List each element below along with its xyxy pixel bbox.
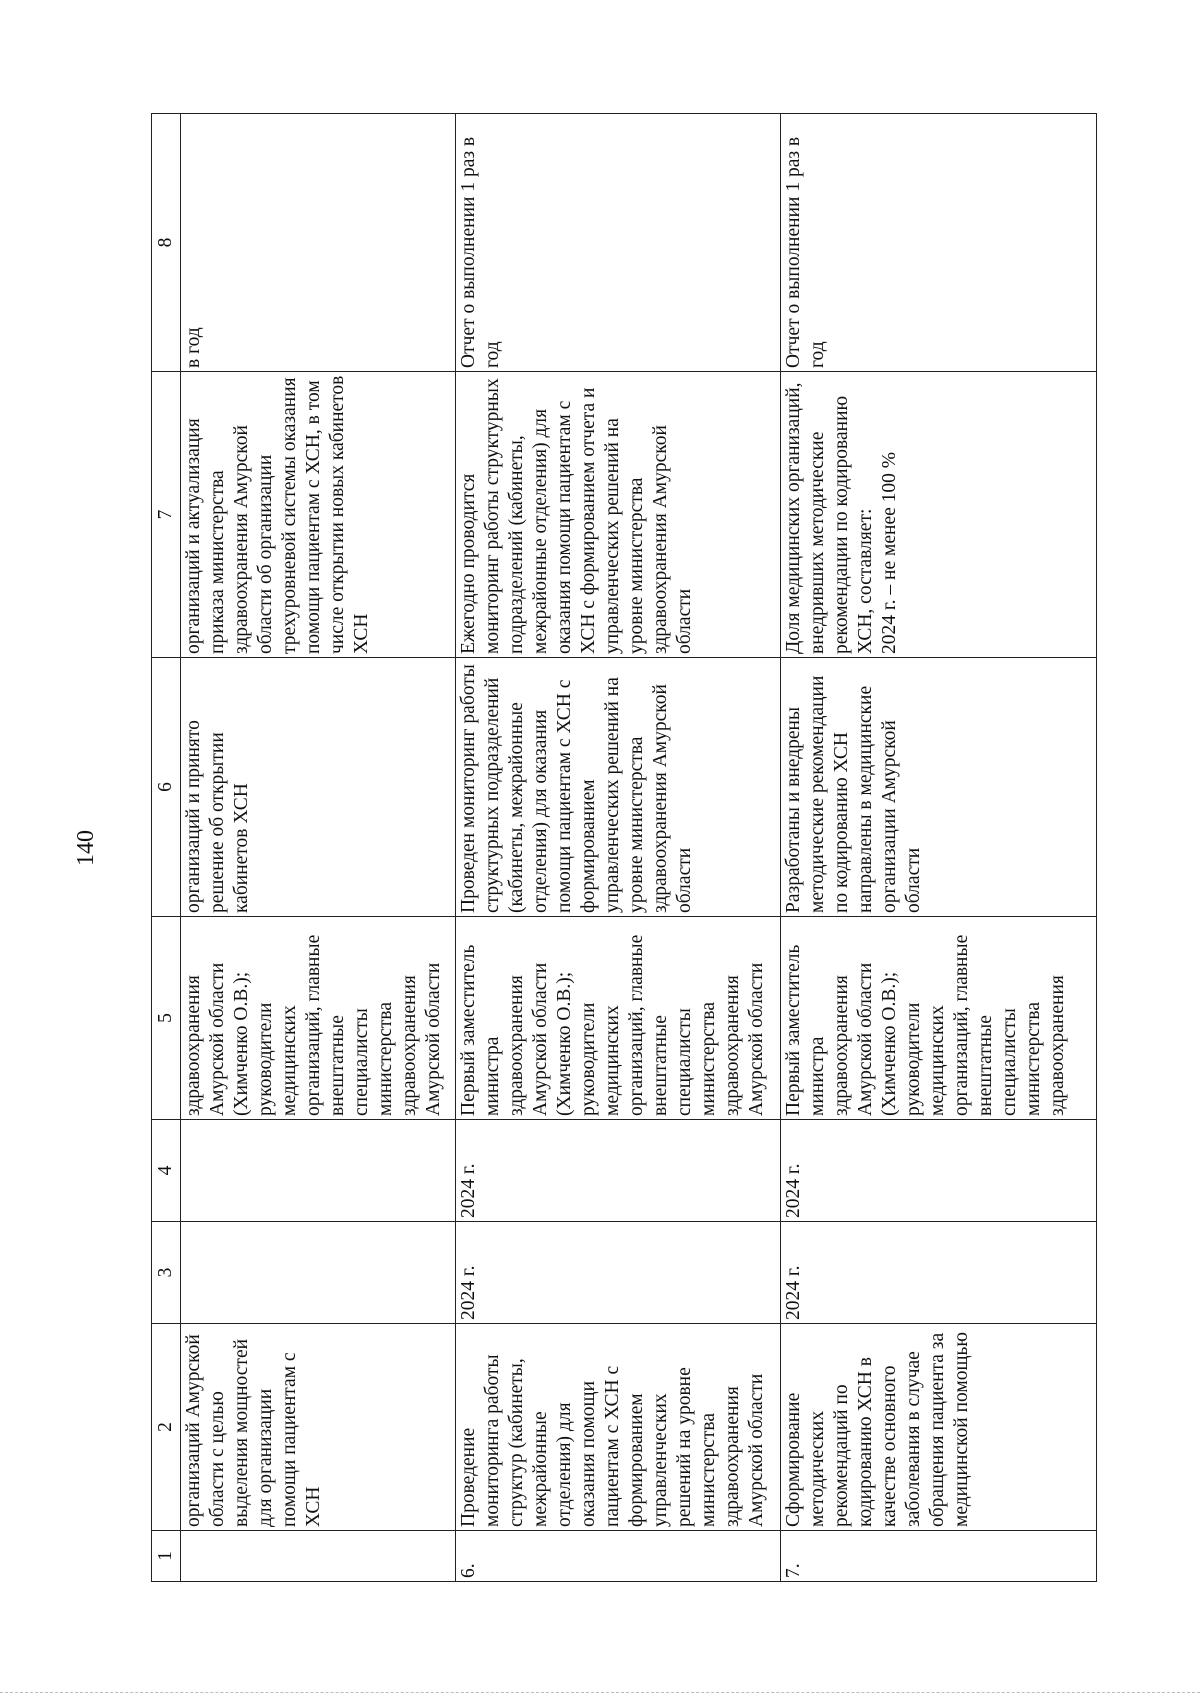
table-row — [780, 114, 1096, 1582]
end-date-cell: 2024 г. — [456, 1120, 781, 1222]
start-date-cell — [181, 1222, 456, 1324]
header-row — [152, 114, 181, 1582]
page-number: 140 — [73, 830, 99, 866]
activity-cell: Проведение мониторинга работы структур (кабинеты, межрайонные отделения) для оказания помощи пациентам с ХСН с формированием управленческих решений на уровне министерства здравоохранения Амурской области — [456, 1324, 781, 1531]
table-row — [181, 114, 456, 1582]
result-cell: Разработаны и внедрены методические рекомендации по кодированию ХСН направлены в медицинские организации Амурской области — [780, 658, 1096, 917]
responsible-cell: здравоохранения Амурской области (Химченко О.В.); руководители медицинских организаций, главные внештатные специалисты министерства здравоохранения Амурской области — [181, 917, 456, 1120]
start-date-cell: 2024 г. — [780, 1222, 1096, 1324]
end-date-cell: 2024 г. — [780, 1120, 1096, 1222]
row-number-cell: 6. — [456, 1531, 781, 1582]
column-header-7: 7 — [152, 372, 181, 658]
column-header-5: 5 — [152, 917, 181, 1120]
indicator-cell: Доля медицинских организаций, внедривших методические рекомендации по кодированию ХСН, составляет: 2024 г. – не менее 100 % — [780, 372, 1096, 658]
report-cell: Отчет о выполнении 1 раз в год — [456, 114, 781, 372]
responsible-cell: Первый заместитель министра здравоохранения Амурской области (Химченко О.В.); руководители медицинских организаций, главные внештатные специалисты министерства здравоохранения — [780, 917, 1096, 1120]
activity-cell: организаций Амурской области с целью выделения мощностей для организации помощи пациентам с ХСН — [181, 1324, 456, 1531]
scan-edge-line — [0, 1692, 1200, 1693]
row-number-cell: 7. — [780, 1531, 1096, 1582]
end-date-cell — [181, 1120, 456, 1222]
report-cell: в год — [181, 114, 456, 372]
column-header-6: 6 — [152, 658, 181, 917]
column-header-2: 2 — [152, 1324, 181, 1531]
column-header-4: 4 — [152, 1120, 181, 1222]
start-date-cell: 2024 г. — [456, 1222, 781, 1324]
result-cell: Проведен мониторинг работы структурных подразделений (кабинеты, межрайонные отделения) для оказания помощи пациентам с ХСН с формированием управленческих решений на уровне министерства здравоохранения Амурской области — [456, 658, 781, 917]
row-number-cell — [181, 1531, 456, 1582]
report-cell: Отчет о выполнении 1 раз в год — [780, 114, 1096, 372]
table-row — [456, 114, 781, 1582]
column-header-8: 8 — [152, 114, 181, 372]
indicator-cell: Ежегодно проводится мониторинг работы структурных подразделений (кабинеты, межрайонные отделения) для оказания помощи пациентам с ХСН с формированием отчета и управленческих решений на уровне министерства здравоохранения Амурской области — [456, 372, 781, 658]
table-wrapper — [151, 114, 1097, 1582]
result-cell: организаций и принято решение об открытии кабинетов ХСН — [181, 658, 456, 917]
activity-cell: Сформирование методических рекомендаций по кодированию ХСН в качестве основного заболевания в случае обращения пациента за медицинской помощью — [780, 1324, 1096, 1531]
plan-table — [151, 113, 1097, 1582]
column-header-1: 1 — [152, 1531, 181, 1582]
responsible-cell: Первый заместитель министра здравоохранения Амурской области (Химченко О.В.); руководители медицинских организаций, главные внештатные специалисты министерства здравоохранения Амурской области — [456, 917, 781, 1120]
indicator-cell: организаций и актуализация приказа министерства здравоохранения Амурской области об организации трехуровневой системы оказания помощи пациентам с ХСН, в том числе открытии новых кабинетов ХСН — [181, 372, 456, 658]
column-header-3: 3 — [152, 1222, 181, 1324]
